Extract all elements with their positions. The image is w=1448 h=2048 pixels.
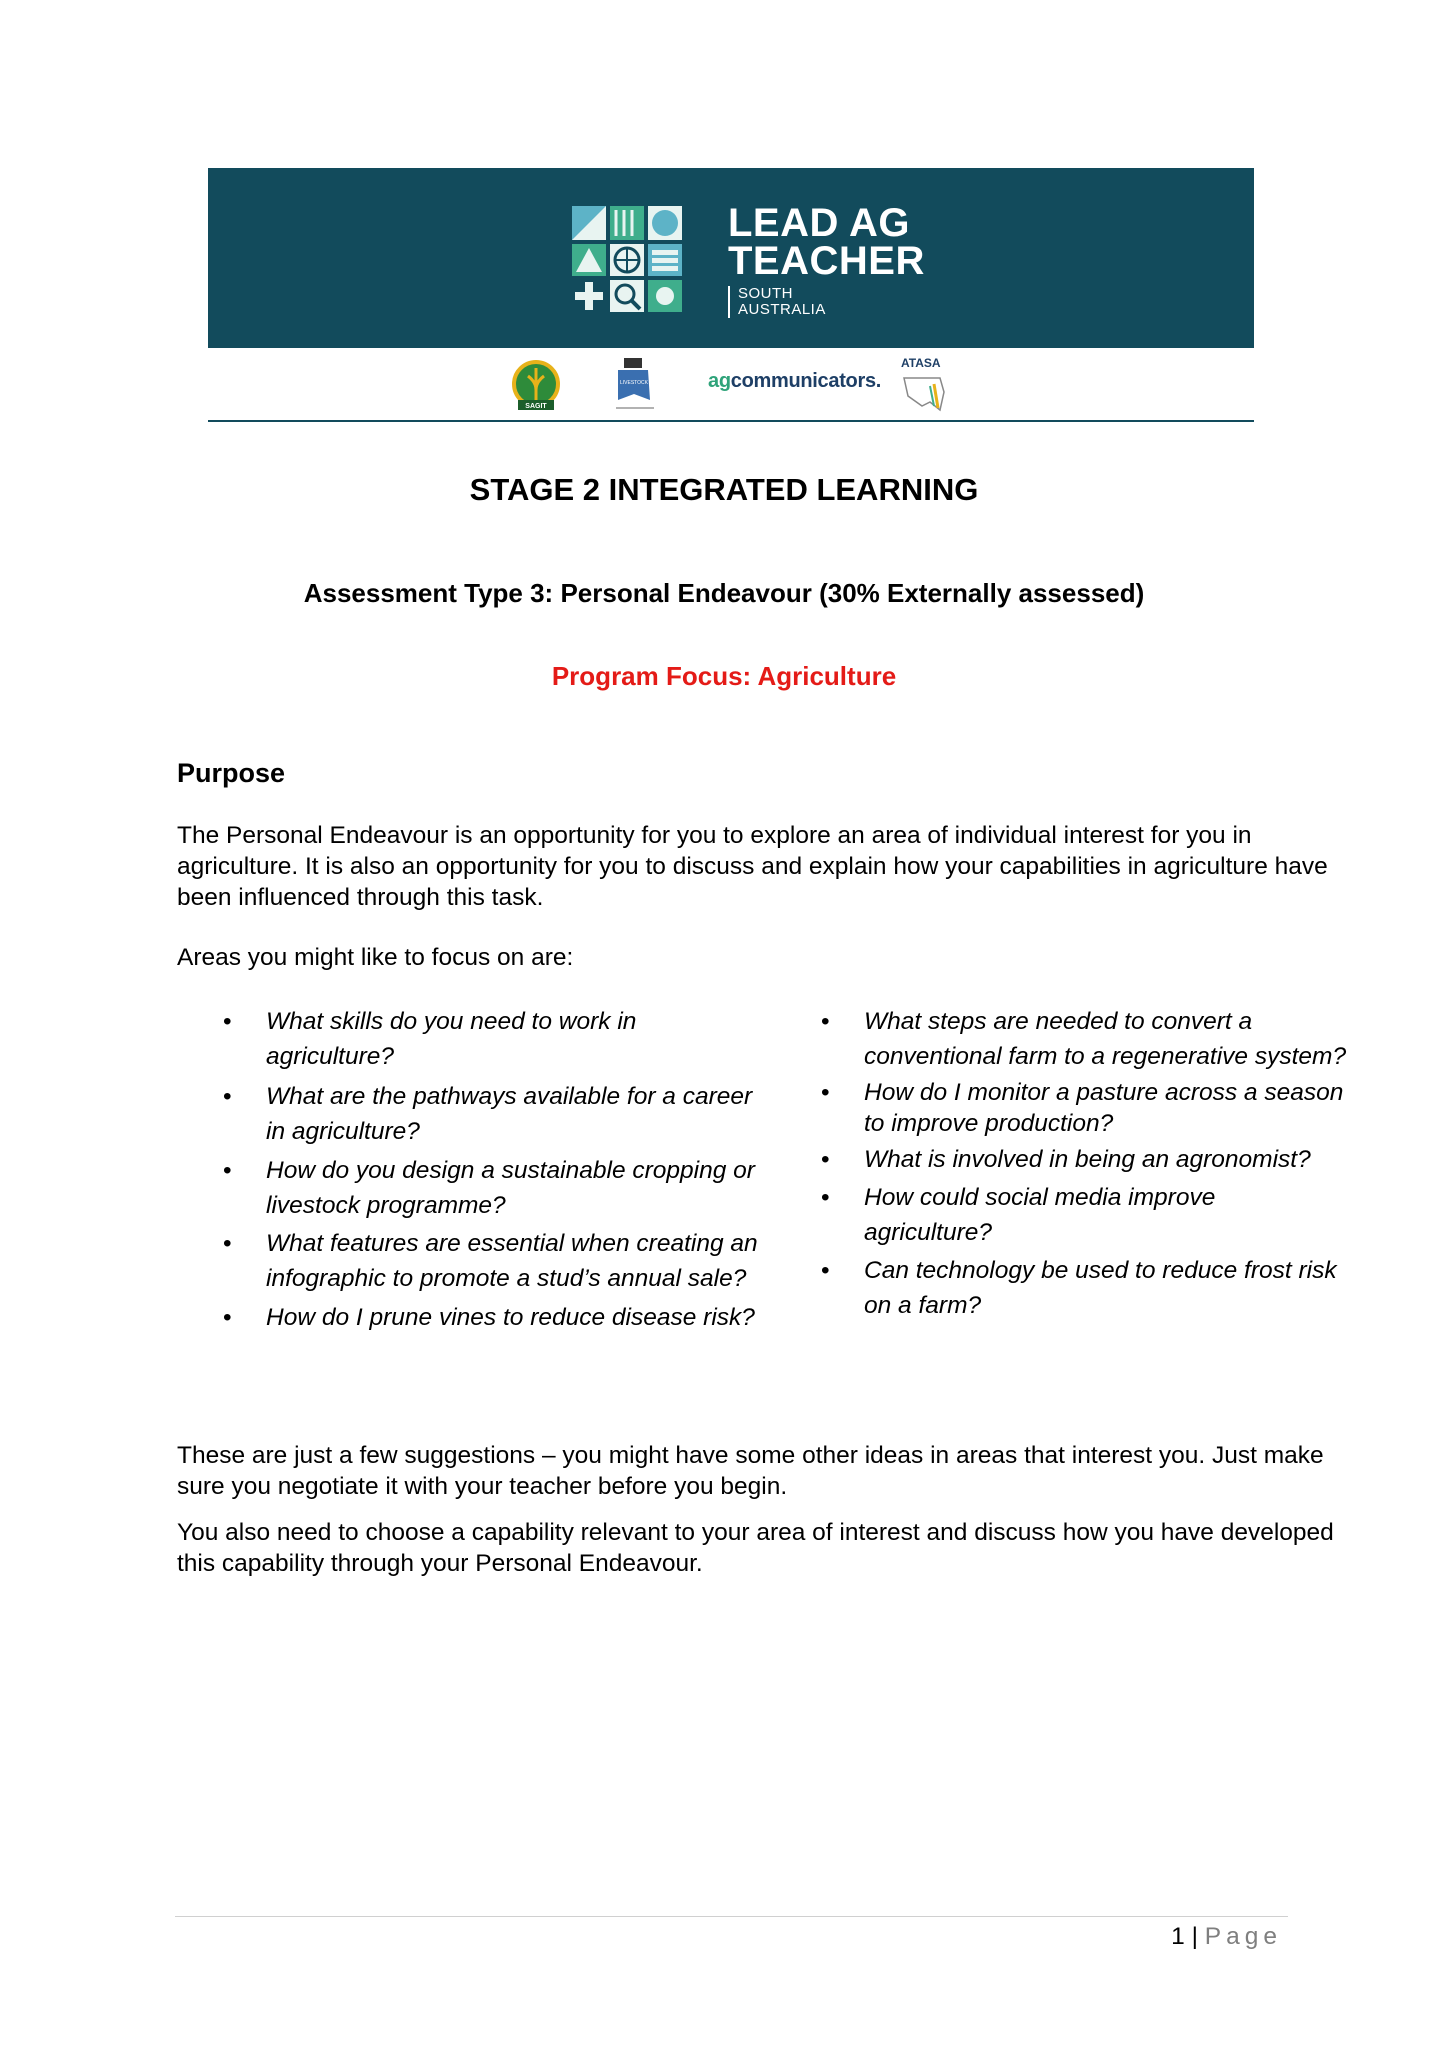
closing-paragraph-1: These are just a few suggestions – you might have some other ideas in areas that interest you. Just make sure you negotiate it with your teacher before you begin. bbox=[177, 1442, 1324, 1500]
focus-areas-left-list bbox=[177, 1004, 767, 1335]
atasa-logo-icon bbox=[900, 372, 950, 414]
list-item: • How do I prune vines to reduce disease risk? bbox=[177, 1300, 767, 1335]
page-separator: | bbox=[1191, 1923, 1198, 1950]
logo-text bbox=[728, 201, 925, 318]
list-item: • What skills do you need to work in agriculture? bbox=[177, 1004, 767, 1074]
program-focus-heading: Program Focus: Agriculture bbox=[551, 661, 897, 691]
header-banner bbox=[208, 168, 1254, 348]
list-item: • What are the pathways available for a career in agriculture? bbox=[177, 1079, 767, 1149]
document-title: STAGE 2 INTEGRATED LEARNING bbox=[469, 472, 979, 507]
footer-divider bbox=[175, 1916, 1288, 1917]
closing-paragraph-2: You also need to choose a capability relevant to your area of interest and discuss how you have developed this capability through your Personal Endeavour. bbox=[177, 1519, 1334, 1577]
logo-title-line1: LEAD AG bbox=[728, 201, 911, 245]
logo-subtitle bbox=[728, 286, 925, 318]
agcommunicators-logo bbox=[708, 370, 881, 393]
list-item: • What is involved in being an agronomist? bbox=[775, 1142, 1350, 1177]
assessment-heading: Assessment Type 3: Personal Endeavour (30% Externally assessed) bbox=[303, 578, 1145, 608]
atasa-label: ATASA bbox=[901, 356, 941, 370]
areas-lead-text: Areas you might like to focus on are: bbox=[177, 944, 574, 971]
page-footer bbox=[1171, 1923, 1282, 1951]
svg-text:LIVESTOCK: LIVESTOCK bbox=[620, 380, 648, 386]
purpose-heading: Purpose bbox=[177, 758, 286, 788]
list-item: • How do you design a sustainable cropping or livestock programme? bbox=[177, 1153, 767, 1223]
lead-ag-logo-icon bbox=[572, 206, 684, 312]
list-item: • How do I monitor a pasture across a season to improve production? bbox=[775, 1077, 1350, 1139]
ag-suffix: communicators. bbox=[730, 370, 882, 392]
page-label: Page bbox=[1204, 1923, 1282, 1950]
page-number: 1 bbox=[1171, 1923, 1185, 1950]
list-item: • How could social media improve agriculture? bbox=[775, 1180, 1350, 1250]
svg-text:SAGIT: SAGIT bbox=[525, 403, 547, 410]
sponsor-divider bbox=[208, 420, 1254, 422]
list-item: • What features are essential when creating an infographic to promote a stud’s annual sale? bbox=[177, 1226, 767, 1296]
sagit-logo-icon bbox=[510, 360, 562, 412]
logo-subtitle-line1: SOUTH bbox=[738, 285, 793, 302]
livestock-sa-logo-icon bbox=[612, 356, 658, 414]
list-item: • Can technology be used to reduce frost risk on a farm? bbox=[775, 1253, 1350, 1323]
intro-paragraph: The Personal Endeavour is an opportunity for you to explore an area of individual interest for you in agriculture. It is also an opportunity for you to discuss and explain how your capabilities in agriculture have been influenced through this task. bbox=[177, 822, 1328, 911]
ag-prefix: ag bbox=[708, 370, 731, 392]
logo-title-line2: TEACHER bbox=[728, 239, 925, 283]
list-item: • What steps are needed to convert a conventional farm to a regenerative system? bbox=[775, 1004, 1350, 1074]
logo-subtitle-line2: AUSTRALIA bbox=[738, 301, 826, 318]
focus-areas-right-list bbox=[775, 1004, 1350, 1323]
sponsor-logos bbox=[208, 356, 1254, 416]
